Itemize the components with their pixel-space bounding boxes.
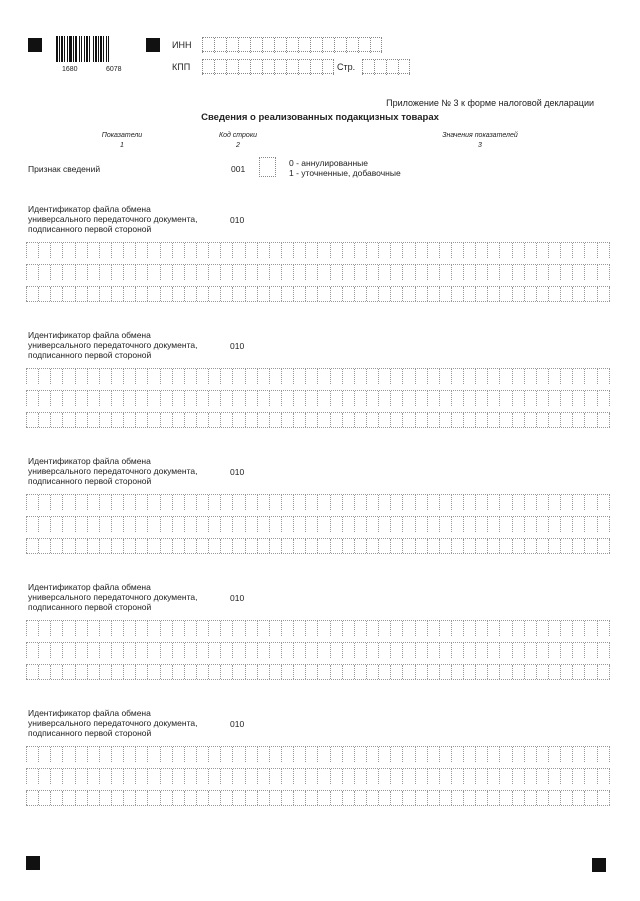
- barcode-number-right: 6078: [106, 66, 122, 73]
- grid-row[interactable]: [26, 620, 610, 636]
- section-label: Идентификатор файла обмена универсального передаточного документа, подписанного первой стороной: [28, 204, 198, 234]
- barcode-image: [56, 36, 138, 68]
- file-identifier-grid[interactable]: [26, 242, 610, 308]
- grid-row[interactable]: [26, 412, 610, 428]
- page-label: Стр.: [337, 62, 356, 72]
- kpp-label: КПП: [172, 62, 191, 72]
- section-label: Идентификатор файла обмена универсального передаточного документа, подписанного первой стороной: [28, 330, 198, 360]
- grid-row[interactable]: [26, 264, 610, 280]
- grid-row[interactable]: [26, 242, 610, 258]
- grid-row[interactable]: [26, 642, 610, 658]
- grid-row[interactable]: [26, 368, 610, 384]
- attribute-label: Признак сведений: [28, 164, 101, 174]
- registration-marker-top-left: [28, 38, 42, 52]
- section-line-code: 010: [230, 719, 245, 729]
- section-label: Идентификатор файла обмена универсального передаточного документа, подписанного первой стороной: [28, 456, 198, 486]
- grid-row[interactable]: [26, 538, 610, 554]
- file-identifier-grid[interactable]: [26, 620, 610, 686]
- registration-marker-top-right: [146, 38, 160, 52]
- file-identifier-grid[interactable]: [26, 746, 610, 812]
- grid-row[interactable]: [26, 790, 610, 806]
- inn-field[interactable]: [202, 37, 382, 52]
- file-identifier-grid[interactable]: [26, 368, 610, 434]
- attribute-code: 001: [231, 164, 246, 174]
- attribute-options: 0 - аннулированные 1 - уточненные, добавочные: [289, 158, 401, 178]
- section-label: Идентификатор файла обмена универсального передаточного документа, подписанного первой стороной: [28, 582, 198, 612]
- column-header-line-code: Код строки 2: [218, 132, 258, 149]
- grid-row[interactable]: [26, 664, 610, 680]
- attribute-value-cell[interactable]: [259, 157, 276, 177]
- grid-row[interactable]: [26, 516, 610, 532]
- kpp-field[interactable]: [202, 59, 334, 74]
- column-header-indicators: Показатели 1: [101, 132, 143, 149]
- page-title: Сведения о реализованных подакцизных товарах: [201, 112, 439, 123]
- section-line-code: 010: [230, 593, 245, 603]
- registration-marker-bottom-left: [26, 856, 40, 870]
- registration-marker-bottom-right: [592, 858, 606, 872]
- grid-row[interactable]: [26, 494, 610, 510]
- grid-row[interactable]: [26, 286, 610, 302]
- page-field[interactable]: [362, 59, 410, 74]
- inn-label: ИНН: [172, 40, 192, 50]
- section-label: Идентификатор файла обмена универсального передаточного документа, подписанного первой стороной: [28, 708, 198, 738]
- section-line-code: 010: [230, 341, 245, 351]
- column-header-values: Значения показателей 3: [442, 132, 518, 149]
- file-identifier-grid[interactable]: [26, 494, 610, 560]
- grid-row[interactable]: [26, 768, 610, 784]
- grid-row[interactable]: [26, 390, 610, 406]
- section-line-code: 010: [230, 467, 245, 477]
- grid-row[interactable]: [26, 746, 610, 762]
- barcode-number-left: 1680: [62, 66, 78, 73]
- appendix-note: Приложение № 3 к форме налоговой декларации: [386, 98, 594, 108]
- section-line-code: 010: [230, 215, 245, 225]
